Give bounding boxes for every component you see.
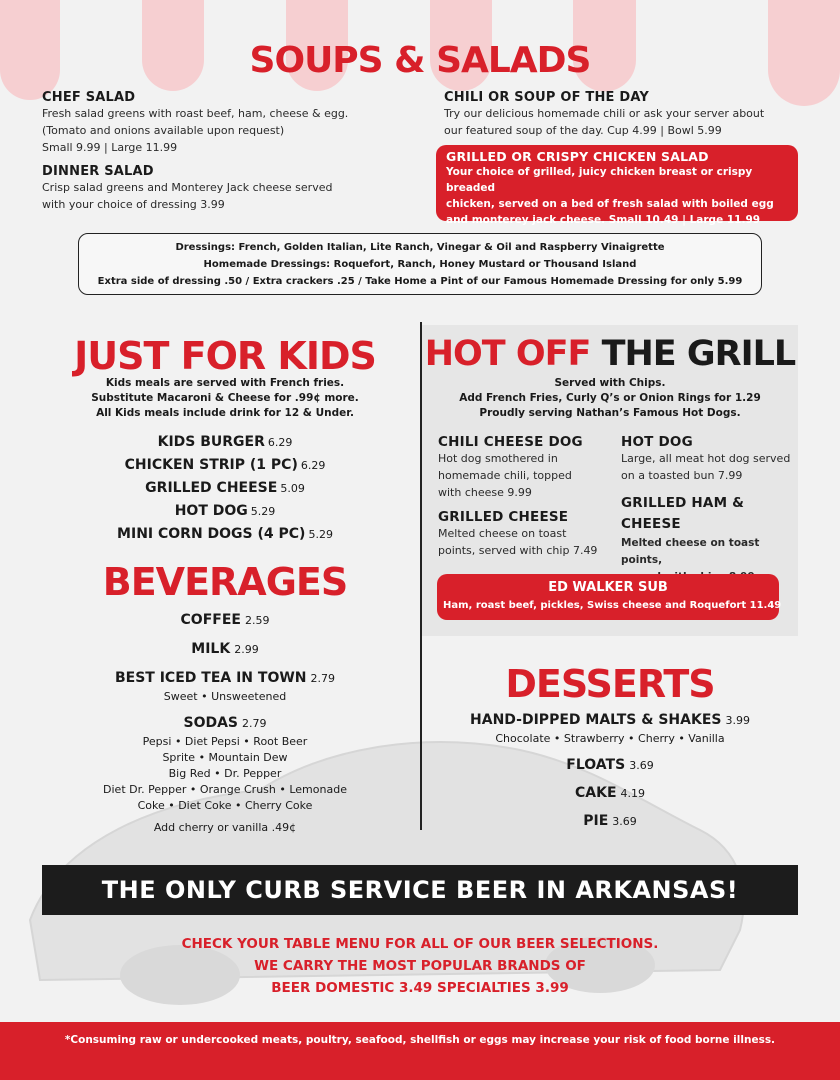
- dinner-salad: [42, 164, 422, 213]
- kids-item-name: HOT DOG: [174, 503, 248, 519]
- sodas-item: [40, 713, 410, 734]
- sodas-extra: Add cherry or vanilla .49¢: [153, 821, 297, 834]
- coffee-item: [40, 610, 410, 631]
- cake-price: 4.19: [620, 787, 646, 800]
- grill-grilled-cheese-desc-2: points, served with chip 7.49: [438, 544, 598, 557]
- chicken-salad-desc-3: and monterey jack cheese. Small 10.49 | Large 11.99: [446, 214, 761, 226]
- tea-price: 2.79: [310, 672, 335, 685]
- grill-hot-dog: [621, 434, 796, 484]
- ed-walker-sub-desc: Ham, roast beef, pickles, Swiss cheese and Roquefort 11.49: [443, 600, 782, 611]
- chili-cheese-dog-desc-1: Hot dog smothered in: [438, 452, 558, 465]
- dressings-box: [78, 233, 762, 295]
- chicken-salad-box: [436, 145, 798, 226]
- grill-hot-dog-desc-2: on a toasted bun 7.99: [621, 469, 743, 482]
- chef-salad-desc-2: (Tomato and onions available upon request): [42, 124, 285, 137]
- coffee-name: COFFEE: [180, 612, 241, 628]
- kids-item: [40, 523, 410, 546]
- desserts-list: [422, 710, 798, 832]
- beer-line-2: WE CARRY THE MOST POPULAR BRANDS OF: [254, 958, 586, 974]
- kids-item: [40, 477, 410, 500]
- dressings-line-1: Dressings: French, Golden Italian, Lite Ranch, Vinegar & Oil and Raspberry Vinaigrette: [175, 242, 665, 253]
- cake-name: CAKE: [574, 785, 617, 801]
- pie-name: PIE: [583, 813, 609, 829]
- sodas-line-2: Sprite • Mountain Dew: [162, 751, 288, 764]
- chili-soup: [444, 90, 814, 139]
- dinner-salad-desc-2: with your choice of dressing 3.99: [42, 198, 225, 211]
- tea-item: [40, 668, 410, 689]
- kids-item-price: 6.29: [267, 436, 293, 449]
- floats-item: [422, 755, 798, 776]
- grill-note-2: Add French Fries, Curly Q’s or Onion Rings for 1.29: [459, 392, 761, 404]
- sodas-line-1: Pepsi • Diet Pepsi • Root Beer: [142, 735, 308, 748]
- kids-menu-list: [40, 431, 410, 546]
- grill-note-3: Proudly serving Nathan’s Famous Hot Dogs.: [479, 407, 741, 419]
- grill-title: [422, 334, 798, 374]
- kids-item-name: CHICKEN STRIP (1 PC): [124, 457, 298, 473]
- grill-notes: [422, 376, 798, 421]
- pie-item: [422, 811, 798, 832]
- kids-title: JUST FOR KIDS: [74, 334, 376, 378]
- cake-item: [422, 783, 798, 804]
- dinner-salad-desc-1: Crisp salad greens and Monterey Jack cheese served: [42, 181, 333, 194]
- sodas-name: SODAS: [183, 715, 239, 731]
- kids-notes: [40, 376, 410, 421]
- kids-item: [40, 500, 410, 523]
- grill-ham-cheese: [621, 493, 797, 586]
- beer-details: [0, 933, 840, 999]
- kids-item-price: 5.09: [280, 482, 305, 495]
- grill-ham-cheese-desc-1: Melted cheese on toast points,: [621, 537, 760, 566]
- beer-banner: THE ONLY CURB SERVICE BEER IN ARKANSAS!: [42, 865, 798, 915]
- chef-salad-price: Small 9.99 | Large 11.99: [42, 141, 178, 154]
- milk-name: MILK: [191, 641, 231, 657]
- grill-grilled-cheese-name: GRILLED CHEESE: [438, 509, 569, 525]
- soups-salads-title: SOUPS & SALADS: [249, 40, 591, 81]
- desserts-title: DESSERTS: [505, 662, 715, 706]
- malts-name: HAND-DIPPED MALTS & SHAKES: [470, 712, 722, 728]
- sodas-line-5: Coke • Diet Coke • Cherry Coke: [137, 799, 313, 812]
- dressings-line-3: Extra side of dressing .50 / Extra crackers .25 / Take Home a Pint of our Famous Homemade Dressing for only 5.99: [97, 276, 743, 287]
- kids-item: [40, 454, 410, 477]
- chili-cheese-dog-desc-2: homemade chili, topped: [438, 469, 572, 482]
- grill-ham-cheese-name-1: GRILLED HAM &: [621, 495, 745, 511]
- beverages-list: [40, 610, 410, 836]
- chili-cheese-dog: [438, 434, 618, 501]
- chef-salad: [42, 90, 422, 156]
- kids-item-price: 5.29: [308, 528, 333, 541]
- chili-soup-name: CHILI OR SOUP OF THE DAY: [444, 90, 649, 105]
- kids-item: [40, 431, 410, 454]
- beer-line-1: CHECK YOUR TABLE MENU FOR ALL OF OUR BEER SELECTIONS.: [181, 936, 659, 952]
- kids-note-2: Substitute Macaroni & Cheese for .99¢ more.: [91, 392, 359, 404]
- kids-note-3: All Kids meals include drink for 12 & Under.: [96, 407, 354, 419]
- chef-salad-name: CHEF SALAD: [42, 90, 136, 105]
- grill-title-red: HOT OFF: [424, 334, 591, 374]
- grill-hot-dog-name: HOT DOG: [621, 434, 693, 450]
- grill-title-black: THE GRILL: [601, 334, 796, 374]
- floats-price: 3.69: [629, 759, 654, 772]
- grill-grilled-cheese: [438, 509, 618, 559]
- tea-options: Sweet • Unsweetened: [163, 690, 287, 703]
- chili-cheese-dog-desc-3: with cheese 9.99: [438, 486, 532, 499]
- milk-item: [40, 639, 410, 660]
- chicken-salad-desc-2: chicken, served on a bed of fresh salad with boiled egg: [446, 198, 774, 210]
- beverages-title: BEVERAGES: [102, 560, 348, 604]
- sodas-price: 2.79: [242, 717, 267, 730]
- grill-hot-dog-desc-1: Large, all meat hot dog served: [621, 452, 791, 465]
- chicken-salad-name: GRILLED OR CRISPY CHICKEN SALAD: [446, 149, 709, 164]
- tea-name: BEST ICED TEA IN TOWN: [114, 670, 307, 686]
- chili-soup-desc-1: Try our delicious homemade chili or ask your server about: [444, 107, 765, 120]
- chicken-salad-desc-1: Your choice of grilled, juicy chicken breast or crispy breaded: [446, 166, 753, 194]
- sodas-line-3: Big Red • Dr. Pepper: [168, 767, 282, 780]
- floats-name: FLOATS: [566, 757, 626, 773]
- dressings-line-2: Homemade Dressings: Roquefort, Ranch, Honey Mustard or Thousand Island: [203, 259, 637, 270]
- coffee-price: 2.59: [244, 614, 270, 627]
- chef-salad-desc-1: Fresh salad greens with roast beef, ham, cheese & egg.: [42, 107, 349, 120]
- kids-item-name: MINI CORN DOGS (4 PC): [117, 526, 306, 542]
- chili-soup-desc-2: our featured soup of the day. Cup 4.99 | Bowl 5.99: [444, 124, 722, 137]
- footer-disclaimer: *Consuming raw or undercooked meats, poultry, seafood, shellfish or eggs may increase your risk of food borne illness.: [0, 1022, 840, 1080]
- beer-line-3: BEER DOMESTIC 3.49 SPECIALTIES 3.99: [271, 980, 569, 996]
- malts-flavors: Chocolate • Strawberry • Cherry • Vanilla: [495, 732, 725, 745]
- chili-cheese-dog-name: CHILI CHEESE DOG: [438, 434, 583, 450]
- grill-ham-cheese-name-2: CHEESE: [621, 516, 681, 532]
- malts-item: [422, 710, 798, 731]
- dinner-salad-name: DINNER SALAD: [42, 164, 154, 179]
- grill-grilled-cheese-desc-1: Melted cheese on toast: [438, 527, 567, 540]
- milk-price: 2.99: [234, 643, 259, 656]
- kids-item-name: KIDS BURGER: [157, 434, 265, 450]
- kids-item-name: GRILLED CHEESE: [145, 480, 278, 496]
- kids-note-1: Kids meals are served with French fries.: [105, 377, 345, 389]
- malts-price: 3.99: [725, 714, 750, 727]
- kids-item-price: 5.29: [250, 505, 276, 518]
- pie-price: 3.69: [612, 815, 637, 828]
- ed-walker-sub-box: [437, 574, 782, 620]
- ed-walker-sub-name: ED WALKER SUB: [548, 580, 668, 595]
- sodas-line-4: Diet Dr. Pepper • Orange Crush • Lemonade: [103, 783, 347, 796]
- grill-note-1: Served with Chips.: [554, 377, 666, 389]
- kids-item-price: 6.29: [300, 459, 326, 472]
